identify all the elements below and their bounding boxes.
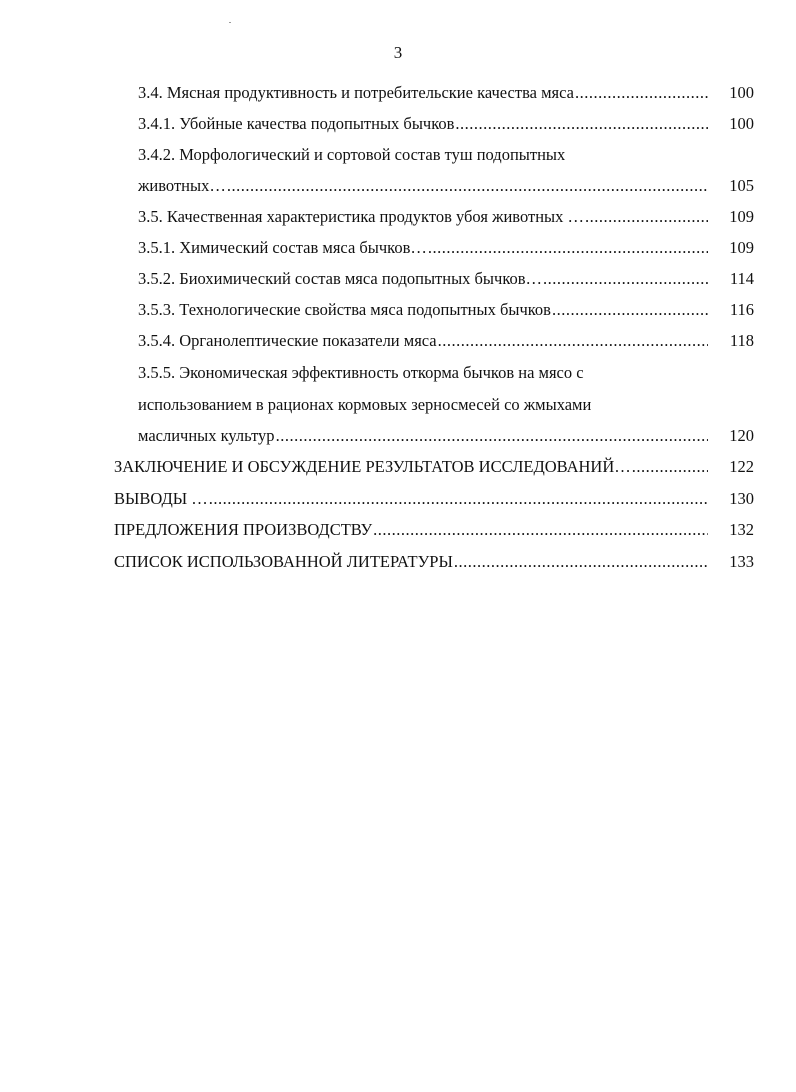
dot-leader <box>585 206 708 228</box>
toc-entry-text: 3.4. Мясная продуктивность и потребительские качества мяса <box>138 83 574 102</box>
toc-entry-page: 116 <box>729 300 754 319</box>
toc-entry <box>138 394 708 416</box>
toc-entry-text: 3.5.3. Технологические свойства мяса подопытных бычков <box>138 300 551 319</box>
dot-leader <box>552 299 708 321</box>
dot-leader <box>276 425 708 447</box>
scan-speck <box>229 22 231 23</box>
toc-entry-text: СПИСОК ИСПОЛЬЗОВАННОЙ ЛИТЕРАТУРЫ <box>114 552 453 571</box>
toc-entry-page: 120 <box>729 426 754 445</box>
toc-entry-text: ПРЕДЛОЖЕНИЯ ПРОИЗВОДСТВУ <box>114 520 373 539</box>
dot-leader <box>455 113 708 135</box>
toc-entry <box>114 551 708 573</box>
toc-entry-page: 100 <box>729 114 754 133</box>
toc-entry-page: 114 <box>729 269 754 288</box>
dot-leader <box>227 175 708 197</box>
toc-entry-text: 3.4.2. Морфологический и сортовой состав туш подопытных <box>138 145 566 164</box>
toc-entry <box>138 144 708 166</box>
toc-entry <box>138 113 708 135</box>
toc-entry-page: 109 <box>729 238 754 257</box>
dot-leader <box>575 82 708 104</box>
toc-entry-page: 132 <box>729 520 754 539</box>
toc-entry-text: масличных культур <box>138 426 275 445</box>
toc-entry-page: 100 <box>729 83 754 102</box>
toc-entry-page: 122 <box>729 457 754 476</box>
dot-leader <box>543 268 708 290</box>
toc-entry-text: 3.5.2. Биохимический состав мяса подопытных бычков… <box>138 269 543 288</box>
toc-entry-text: 3.5.5. Экономическая эффективность откорма бычков на мясо с <box>138 363 584 382</box>
toc-entry <box>114 456 708 478</box>
toc-entry-page: 105 <box>729 176 754 195</box>
toc-entry-text: 3.4.1. Убойные качества подопытных бычков <box>138 114 455 133</box>
dot-leader <box>454 551 708 573</box>
toc-entry <box>138 237 708 259</box>
toc-entry-text: 3.5.4. Органолептические показатели мяса <box>138 331 437 350</box>
toc-entry-text: 3.5.1. Химический состав мяса бычков… <box>138 238 427 257</box>
toc-entry <box>138 268 708 290</box>
toc-entry <box>138 425 708 447</box>
toc-entry <box>138 206 708 228</box>
toc-entry <box>114 488 708 510</box>
toc-entry-text: ВЫВОДЫ … <box>114 489 208 508</box>
toc-entry-page: 109 <box>729 207 754 226</box>
dot-leader <box>209 488 708 510</box>
dot-leader <box>438 330 708 352</box>
toc-entry-text: использованием в рационах кормовых зерносмесей со жмыхами <box>138 395 592 414</box>
toc-entry-page: 133 <box>729 552 754 571</box>
toc-entry-page: 118 <box>729 331 754 350</box>
toc-entry <box>138 299 708 321</box>
toc-entry <box>114 519 708 541</box>
toc-entry <box>138 82 708 104</box>
toc-entry-text: ЗАКЛЮЧЕНИЕ И ОБСУЖДЕНИЕ РЕЗУЛЬТАТОВ ИССЛЕДОВАНИЙ… <box>114 457 631 476</box>
toc-entry-text: 3.5. Качественная характеристика продуктов убоя животных … <box>138 207 585 226</box>
toc-entry-text: животных… <box>138 176 226 195</box>
page-number: 3 <box>393 43 403 62</box>
toc-entry <box>138 330 708 352</box>
toc-entry <box>138 175 708 197</box>
dot-leader <box>632 456 708 478</box>
dot-leader <box>428 237 708 259</box>
dot-leader <box>373 519 708 541</box>
toc-entry-page: 130 <box>729 489 754 508</box>
toc-entry <box>138 362 708 384</box>
